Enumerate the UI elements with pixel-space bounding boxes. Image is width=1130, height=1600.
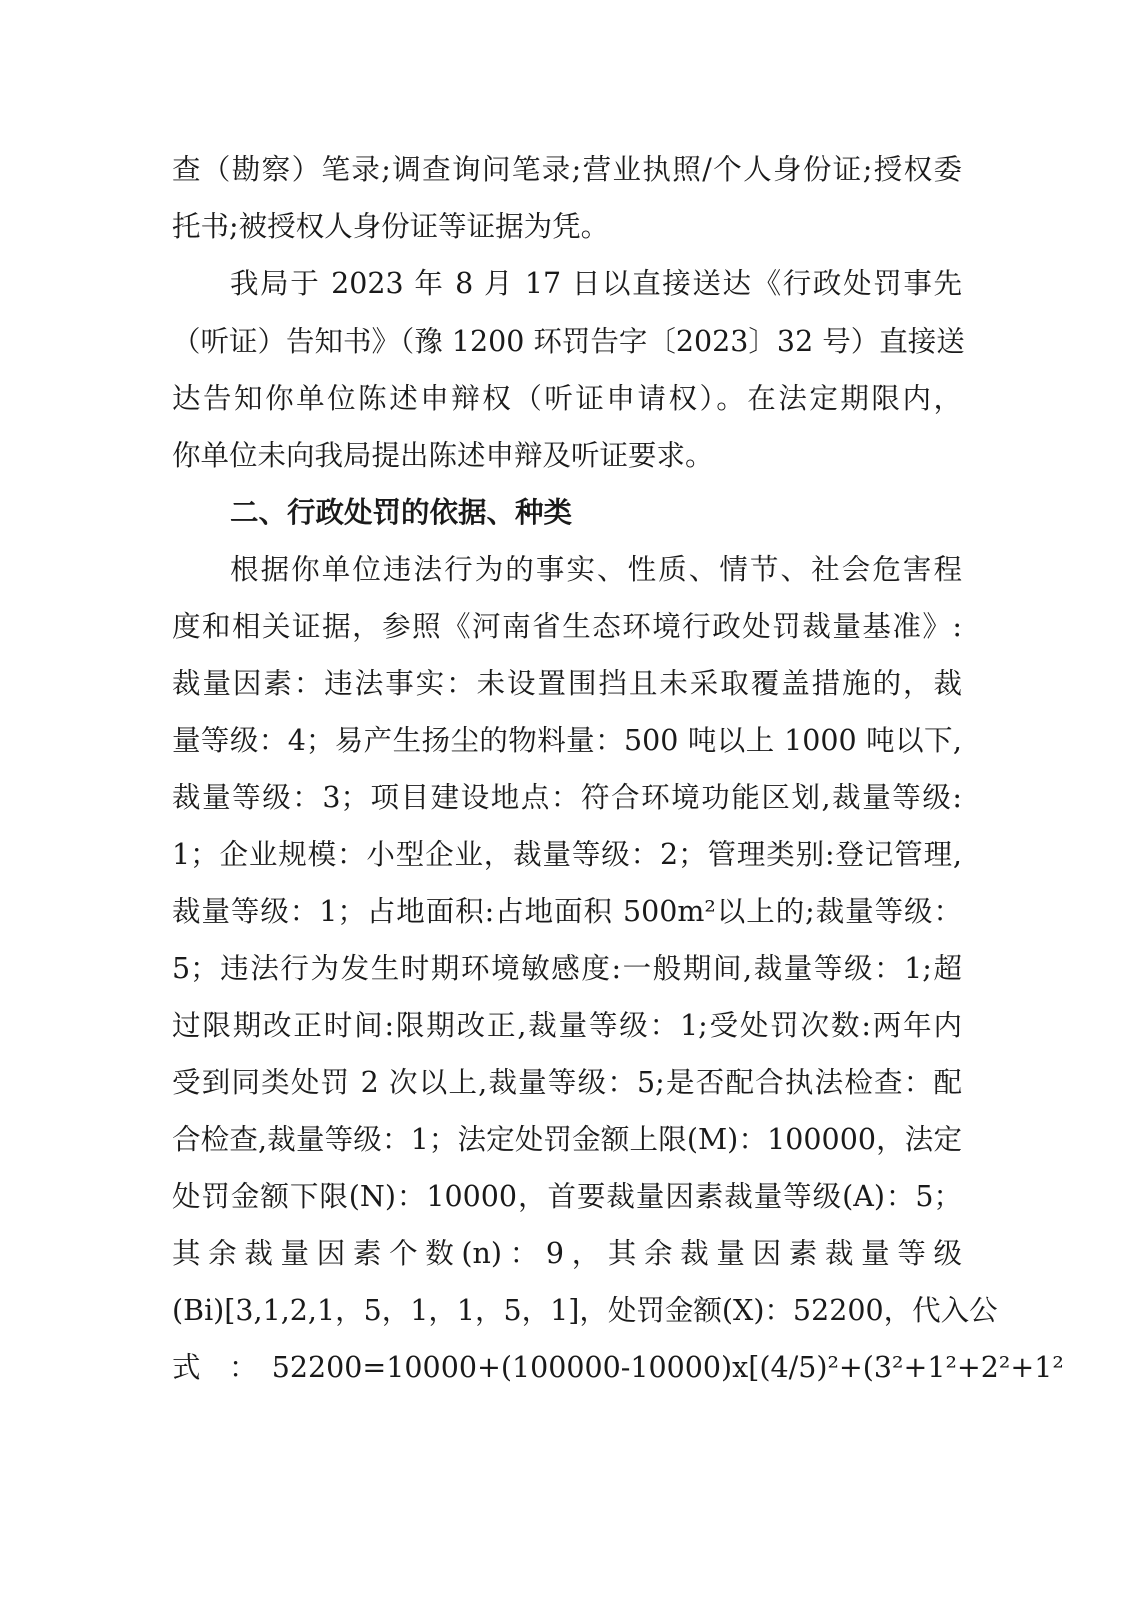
section-heading: 二、行政处罚的依据、种类 [230, 496, 573, 529]
body-line: 达告知你单位陈述申辩权（听证申请权）。在法定期限内， [172, 382, 962, 415]
body-line: 合检查,裁量等级：1；法定处罚金额上限(M)：100000，法定 [172, 1123, 962, 1156]
body-line: 受到同类处罚 2 次以上,裁量等级：5;是否配合执法检查：配 [172, 1066, 962, 1099]
body-line: 处罚金额下限(N)：10000，首要裁量因素裁量等级(A)：5； [172, 1180, 962, 1213]
body-line: 根据你单位违法行为的事实、性质、情节、社会危害程 [230, 553, 962, 586]
body-line: 我局于 2023 年 8 月 17 日以直接送达《行政处罚事先 [230, 267, 962, 300]
body-line: 裁量因素：违法事实：未设置围挡且未采取覆盖措施的，裁 [172, 667, 962, 700]
body-line: 裁量等级：3；项目建设地点：符合环境功能区划,裁量等级: [172, 781, 962, 814]
body-line: （听证）告知书》（豫 1200 环罚告字〔2023〕32 号）直接送 [172, 325, 965, 358]
body-line: 1；企业规模：小型企业，裁量等级：2；管理类别:登记管理, [172, 838, 962, 871]
body-line: 其余裁量因素个数(n)：9，其余裁量因素裁量等级 [172, 1237, 962, 1270]
formula-line: 式 ： 52200=10000+(100000-10000)x[(4/5)²+(3²+1²+2²+1² [172, 1351, 1064, 1384]
body-line: 5；违法行为发生时期环境敏感度:一般期间,裁量等级：1;超 [172, 952, 962, 985]
body-line: 你单位未向我局提出陈述申辩及听证要求。 [172, 439, 714, 472]
body-line: 过限期改正时间:限期改正,裁量等级：1;受处罚次数:两年内 [172, 1009, 962, 1042]
body-line: (Bi)[3,1,2,1，5，1，1，5，1]，处罚金额(X)：52200，代入公 [172, 1294, 998, 1327]
body-line: 度和相关证据，参照《河南省生态环境行政处罚裁量基准》: [172, 610, 962, 643]
body-line: 托书;被授权人身份证等证据为凭。 [172, 210, 610, 243]
body-line: 量等级：4；易产生扬尘的物料量：500 吨以上 1000 吨以下, [172, 724, 962, 757]
body-line: 查（勘察）笔录;调查询问笔录;营业执照/个人身份证;授权委 [172, 153, 962, 186]
body-line: 裁量等级：1；占地面积:占地面积 500m²以上的;裁量等级： [172, 895, 962, 928]
